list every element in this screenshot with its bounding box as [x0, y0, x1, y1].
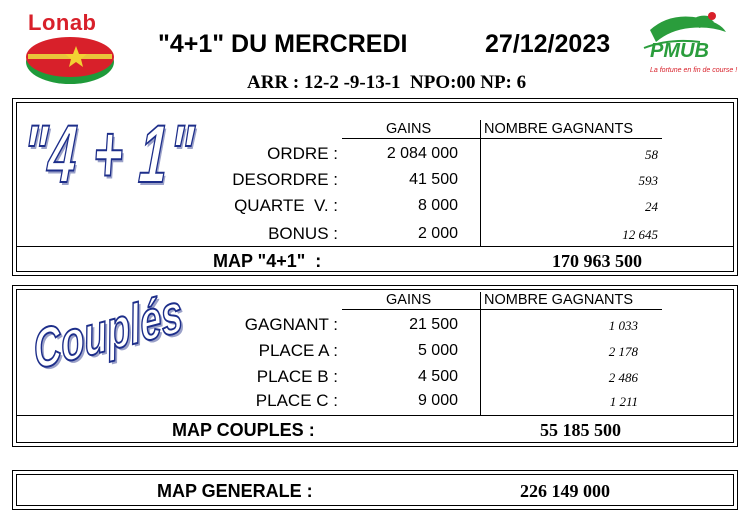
row-gain: 21 500 [409, 316, 458, 333]
row-winners: 593 [638, 173, 658, 188]
row-gain: 5 000 [417, 342, 458, 359]
row-gain: 4 500 [417, 368, 458, 385]
row-winners: 1 211 [609, 394, 638, 409]
quatre-plus-un-decorative-title: "4 + 1" [20, 109, 198, 200]
gains-column-header: GAINS [386, 121, 432, 137]
row-label: PLACE C : [255, 391, 338, 410]
divider [16, 415, 734, 416]
header-underline [342, 309, 662, 310]
column-separator [480, 120, 481, 246]
arrival-result: ARR : 12-2 -9-13-1 NPO:00 NP: 6 [247, 72, 527, 93]
map-quatre-plus-un-value: 170 963 500 [552, 251, 642, 271]
row-label: DESORDRE : [232, 170, 338, 189]
row-winners: 2 486 [608, 370, 638, 385]
map-generale-label: MAP GENERALE : [157, 481, 313, 501]
lonab-brand-text: Lonab [28, 10, 97, 35]
pmub-brand-text: PMUB [650, 40, 709, 62]
row-winners: 12 645 [622, 227, 658, 242]
row-label: PLACE B : [256, 367, 338, 386]
row-gain: 9 000 [417, 392, 458, 409]
row-gain: 8 000 [417, 197, 458, 214]
map-quatre-plus-un-label: MAP "4+1" : [213, 251, 322, 271]
draw-date: 27/12/2023 [485, 30, 611, 58]
map-generale-value: 226 149 000 [520, 481, 610, 501]
header-underline [342, 138, 662, 139]
map-generale-inner [16, 474, 734, 506]
winners-column-header: NOMBRE GAGNANTS [484, 292, 634, 308]
row-label: GAGNANT : [244, 315, 338, 334]
row-gain: 41 500 [409, 171, 458, 188]
winners-column-header: NOMBRE GAGNANTS [484, 121, 634, 137]
divider [16, 246, 734, 247]
row-winners: 24 [645, 199, 658, 214]
row-winners: 2 178 [608, 344, 638, 359]
column-separator [480, 292, 481, 415]
map-couples-label: MAP COUPLES : [172, 420, 315, 440]
row-gain: 2 000 [417, 225, 458, 242]
row-label: PLACE A : [258, 341, 338, 360]
row-label: QUARTE V. : [234, 196, 338, 215]
row-label: ORDRE : [267, 144, 338, 163]
row-winners: 58 [645, 147, 658, 162]
page-title: "4+1" DU MERCREDI [158, 30, 408, 58]
pmub-tagline: La fortune en fin de course ! [650, 67, 738, 74]
couples-decorative-title: Couplés [30, 280, 186, 382]
row-label: BONUS : [268, 224, 338, 243]
gains-column-header: GAINS [386, 292, 432, 308]
row-winners: 1 033 [608, 318, 638, 333]
row-gain: 2 084 000 [386, 145, 458, 162]
map-couples-value: 55 185 500 [540, 420, 621, 440]
